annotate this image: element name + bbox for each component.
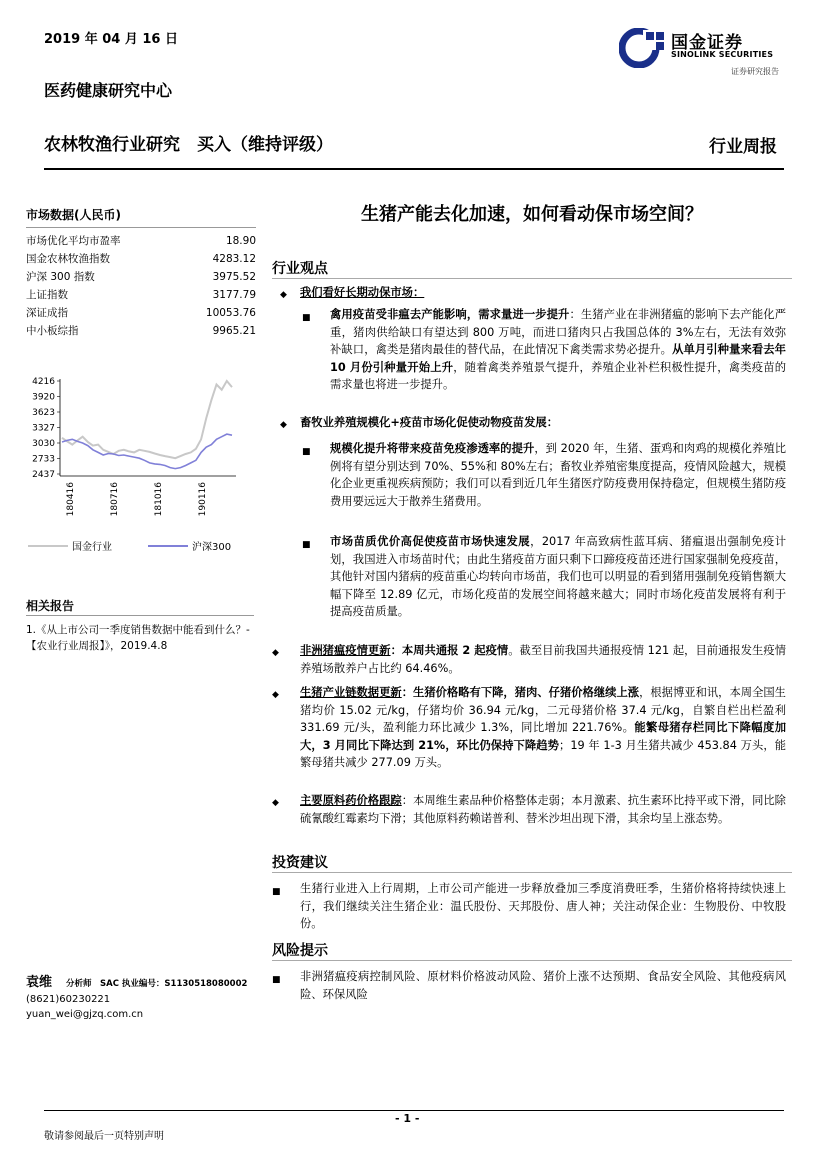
research-center: 医药健康研究中心 xyxy=(44,81,173,100)
bullet-icon: ■ xyxy=(272,975,281,985)
section-rule xyxy=(272,278,792,279)
bullet-icon: ◆ xyxy=(280,290,287,300)
market-row-label: 中小板综指 xyxy=(26,325,79,337)
section-industry-view: 行业观点 xyxy=(272,261,328,277)
market-row xyxy=(26,286,256,304)
market-row-value: 18.90 xyxy=(225,235,256,247)
para-scale-farming: 规模化提升将带来疫苗免疫渗透率的提升，到 2020 年，生猪、蛋鸡和肉鸡的规模化养殖比例将有望分别达到 70%、55%和 80%左右；畜牧业养殖密集度提高，疫情风险越大，规模化企业更重视疾病预防；我们可以看到近几年生猪医疗防疫费用保持稳定，但规模生猪防疫费用要远远大于散养生猪费用。 xyxy=(330,442,786,508)
y-tick-label: 3920 xyxy=(32,392,55,403)
market-row-value: 9965.21 xyxy=(212,325,256,337)
market-data-heading: 市场数据(人民币) xyxy=(26,208,121,222)
market-data-panel xyxy=(26,206,256,340)
report-type: 行业周报 xyxy=(709,137,777,157)
x-tick-label: 190116 xyxy=(198,482,208,517)
market-row-value: 10053.76 xyxy=(205,307,256,319)
index-line-chart xyxy=(20,370,260,585)
y-tick-label: 3030 xyxy=(32,439,55,449)
market-row-label: 深证成指 xyxy=(26,307,68,319)
y-tick-label: 3623 xyxy=(32,408,55,418)
bullet-icon: ◆ xyxy=(280,420,287,430)
bullet-icon: ■ xyxy=(302,447,311,457)
y-tick-label: 2733 xyxy=(32,454,55,465)
y-tick-label: 4216 xyxy=(32,377,55,387)
market-row-label: 国金农林牧渔指数 xyxy=(26,253,110,265)
legend-label: 国金行业 xyxy=(72,542,112,553)
y-tick-label: 3327 xyxy=(32,423,55,434)
section-rule xyxy=(272,872,792,873)
logo-subtitle: 证券研究报告 xyxy=(731,67,779,76)
bullet-icon: ■ xyxy=(302,313,311,323)
related-report-item: 1.《从上市公司一季度销售数据中能看到什么？-【农业行业周报】》，2019.4.8 xyxy=(26,624,250,652)
para-asf-update: 非洲猪瘟疫情更新：本周共通报 2 起疫情。截至目前我国共通报疫情 121 起，目前通报发生疫情养殖场散养户占比约 64.46%。 xyxy=(300,644,786,675)
para-poultry-vaccine: 禽用疫苗受非瘟去产能影响，需求量进一步提升：生猪产业在非洲猪瘟的影响下去产能化严重，猪肉供给缺口有望达到 800 万吨，而进口猪肉只占我国总体的 3%左右，无法有效弥补缺口，禽类是猪肉最佳的替代品，在此情况下禽类需求势必提升。从单月引种量来看去年 10 月份引种量开始上升，随着禽类养殖景气提升，养殖企业补栏积极性提升，禽类疫苗的需求量也将进一步提升。 xyxy=(330,308,786,391)
logo-cn-text: 国金证券 xyxy=(671,33,743,53)
para-risk: 非洲猪瘟疫病控制风险、原材料价格波动风险、猪价上涨不达预期、食品安全风险、其他疫病风险、环保风险 xyxy=(300,970,786,1001)
market-row xyxy=(26,304,256,322)
market-data-rule xyxy=(26,227,256,228)
market-row xyxy=(26,232,256,250)
bullet-icon: ◆ xyxy=(272,798,279,808)
bullet-icon: ◆ xyxy=(272,648,279,658)
y-tick-label: 2437 xyxy=(32,470,55,480)
market-row xyxy=(26,250,256,268)
x-tick-label: 180416 xyxy=(66,482,76,517)
analyst-email: yuan_wei@gjzq.com.cn xyxy=(26,1009,144,1020)
page-number: - 1 - xyxy=(395,1112,420,1125)
section-risk: 风险提示 xyxy=(272,943,328,959)
market-row-value: 3975.52 xyxy=(212,271,256,283)
market-row-value: 3177.79 xyxy=(212,289,256,301)
para-hog-chain: 生猪产业链数据更新：生猪价格略有下降，猪肉、仔猪价格继续上涨，根据博亚和讯，本周全国生猪均价 15.02 元/kg，仔猪均价 36.94 元/kg，二元母猪价格 37.4 元/kg，自繁自栏出栏盈利 331.69 元/头，盈利能力环比减少 1.3%，同比增加 221.76%。能繁母猪存栏同比下降幅度加大，3 月同比下降达到 21%，环比仍保持下降趋势；19 年 1-3 月生猪共减少 453.84 万头，能繁母猪共减少 277.09 万头。 xyxy=(300,686,786,769)
market-row xyxy=(26,268,256,286)
report-date: 2019 年 04 月 16 日 xyxy=(44,32,178,47)
market-row-label: 上证指数 xyxy=(26,289,68,301)
bullet-icon: ■ xyxy=(302,540,311,550)
analyst-sac: 分析师 SAC 执业编号：S1130518080002 xyxy=(66,979,248,989)
x-tick-label: 181016 xyxy=(154,482,164,517)
disclaimer: 敬请参阅最后一页特别声明 xyxy=(44,1131,164,1142)
para-api-prices: 主要原料药价格跟踪：本周维生素品种价格整体走弱；本月激素、抗生素环比持平或下滑，同比除硫氰酸红霉素均下滑；其他原料药赖诺普利、替米沙坦出现下滑，其余均呈上涨态势。 xyxy=(300,794,786,825)
sub-heading-vaccine-market: 我们看好长期动保市场： xyxy=(300,286,425,299)
header-divider xyxy=(44,168,784,170)
legend-label: 沪深300 xyxy=(192,542,232,553)
bullet-icon: ◆ xyxy=(272,690,279,700)
section-rule xyxy=(272,960,792,961)
bullet-icon: ■ xyxy=(272,887,281,897)
analyst-info xyxy=(26,975,276,1022)
market-row-value: 4283.12 xyxy=(212,253,256,265)
sinolink-logo-icon xyxy=(619,28,665,68)
para-investment: 生猪行业进入上行周期，上市公司产能进一步释放叠加三季度消费旺季，生猪价格将持续快速上行，我们继续关注生猪企业：温氏股份、天邦股份、唐人神；关注动保企业：生物股份、中牧股份。 xyxy=(300,882,786,930)
company-logo xyxy=(619,24,779,78)
related-reports-rule xyxy=(26,615,254,616)
footer-divider xyxy=(44,1110,784,1111)
market-row-label: 市场优化平均市盈率 xyxy=(26,235,121,247)
section-investment-advice: 投资建议 xyxy=(272,855,328,871)
logo-en-text: SINOLINK SECURITIES xyxy=(671,50,774,59)
market-row-label: 沪深 300 指数 xyxy=(26,271,95,283)
analyst-phone: (8621)60230221 xyxy=(26,994,111,1005)
related-reports-heading: 相关报告 xyxy=(26,599,75,613)
sub-heading-scale-farming: 畜牧业养殖规模化+疫苗市场化促使动物疫苗发展： xyxy=(300,416,558,429)
market-row xyxy=(26,322,256,340)
headline: 生猪产能去化加速，如何看动保市场空间？ xyxy=(361,204,703,225)
report-title: 农林牧渔行业研究 买入（维持评级） xyxy=(44,135,333,155)
x-tick-label: 180716 xyxy=(110,482,120,517)
analyst-name: 袁维 xyxy=(26,975,53,990)
para-market-vaccine: 市场苗质优价高促使疫苗市场快速发展，2017 年高致病性蓝耳病、猪瘟退出强制免疫计划，我国进入市场苗时代；由此生猪疫苗方面只剩下口蹄疫疫苗还进行国家强制免疫疫苗，其他针对国内猪病的疫苗重心均转向市场苗，我们也可以明显的看到猪用强制免疫销售额大幅下降至 12.89 亿元，市场化疫苗的发展空间将越来越大；同时市场化疫苗发展将有利于提高疫苗质量。 xyxy=(330,535,786,618)
